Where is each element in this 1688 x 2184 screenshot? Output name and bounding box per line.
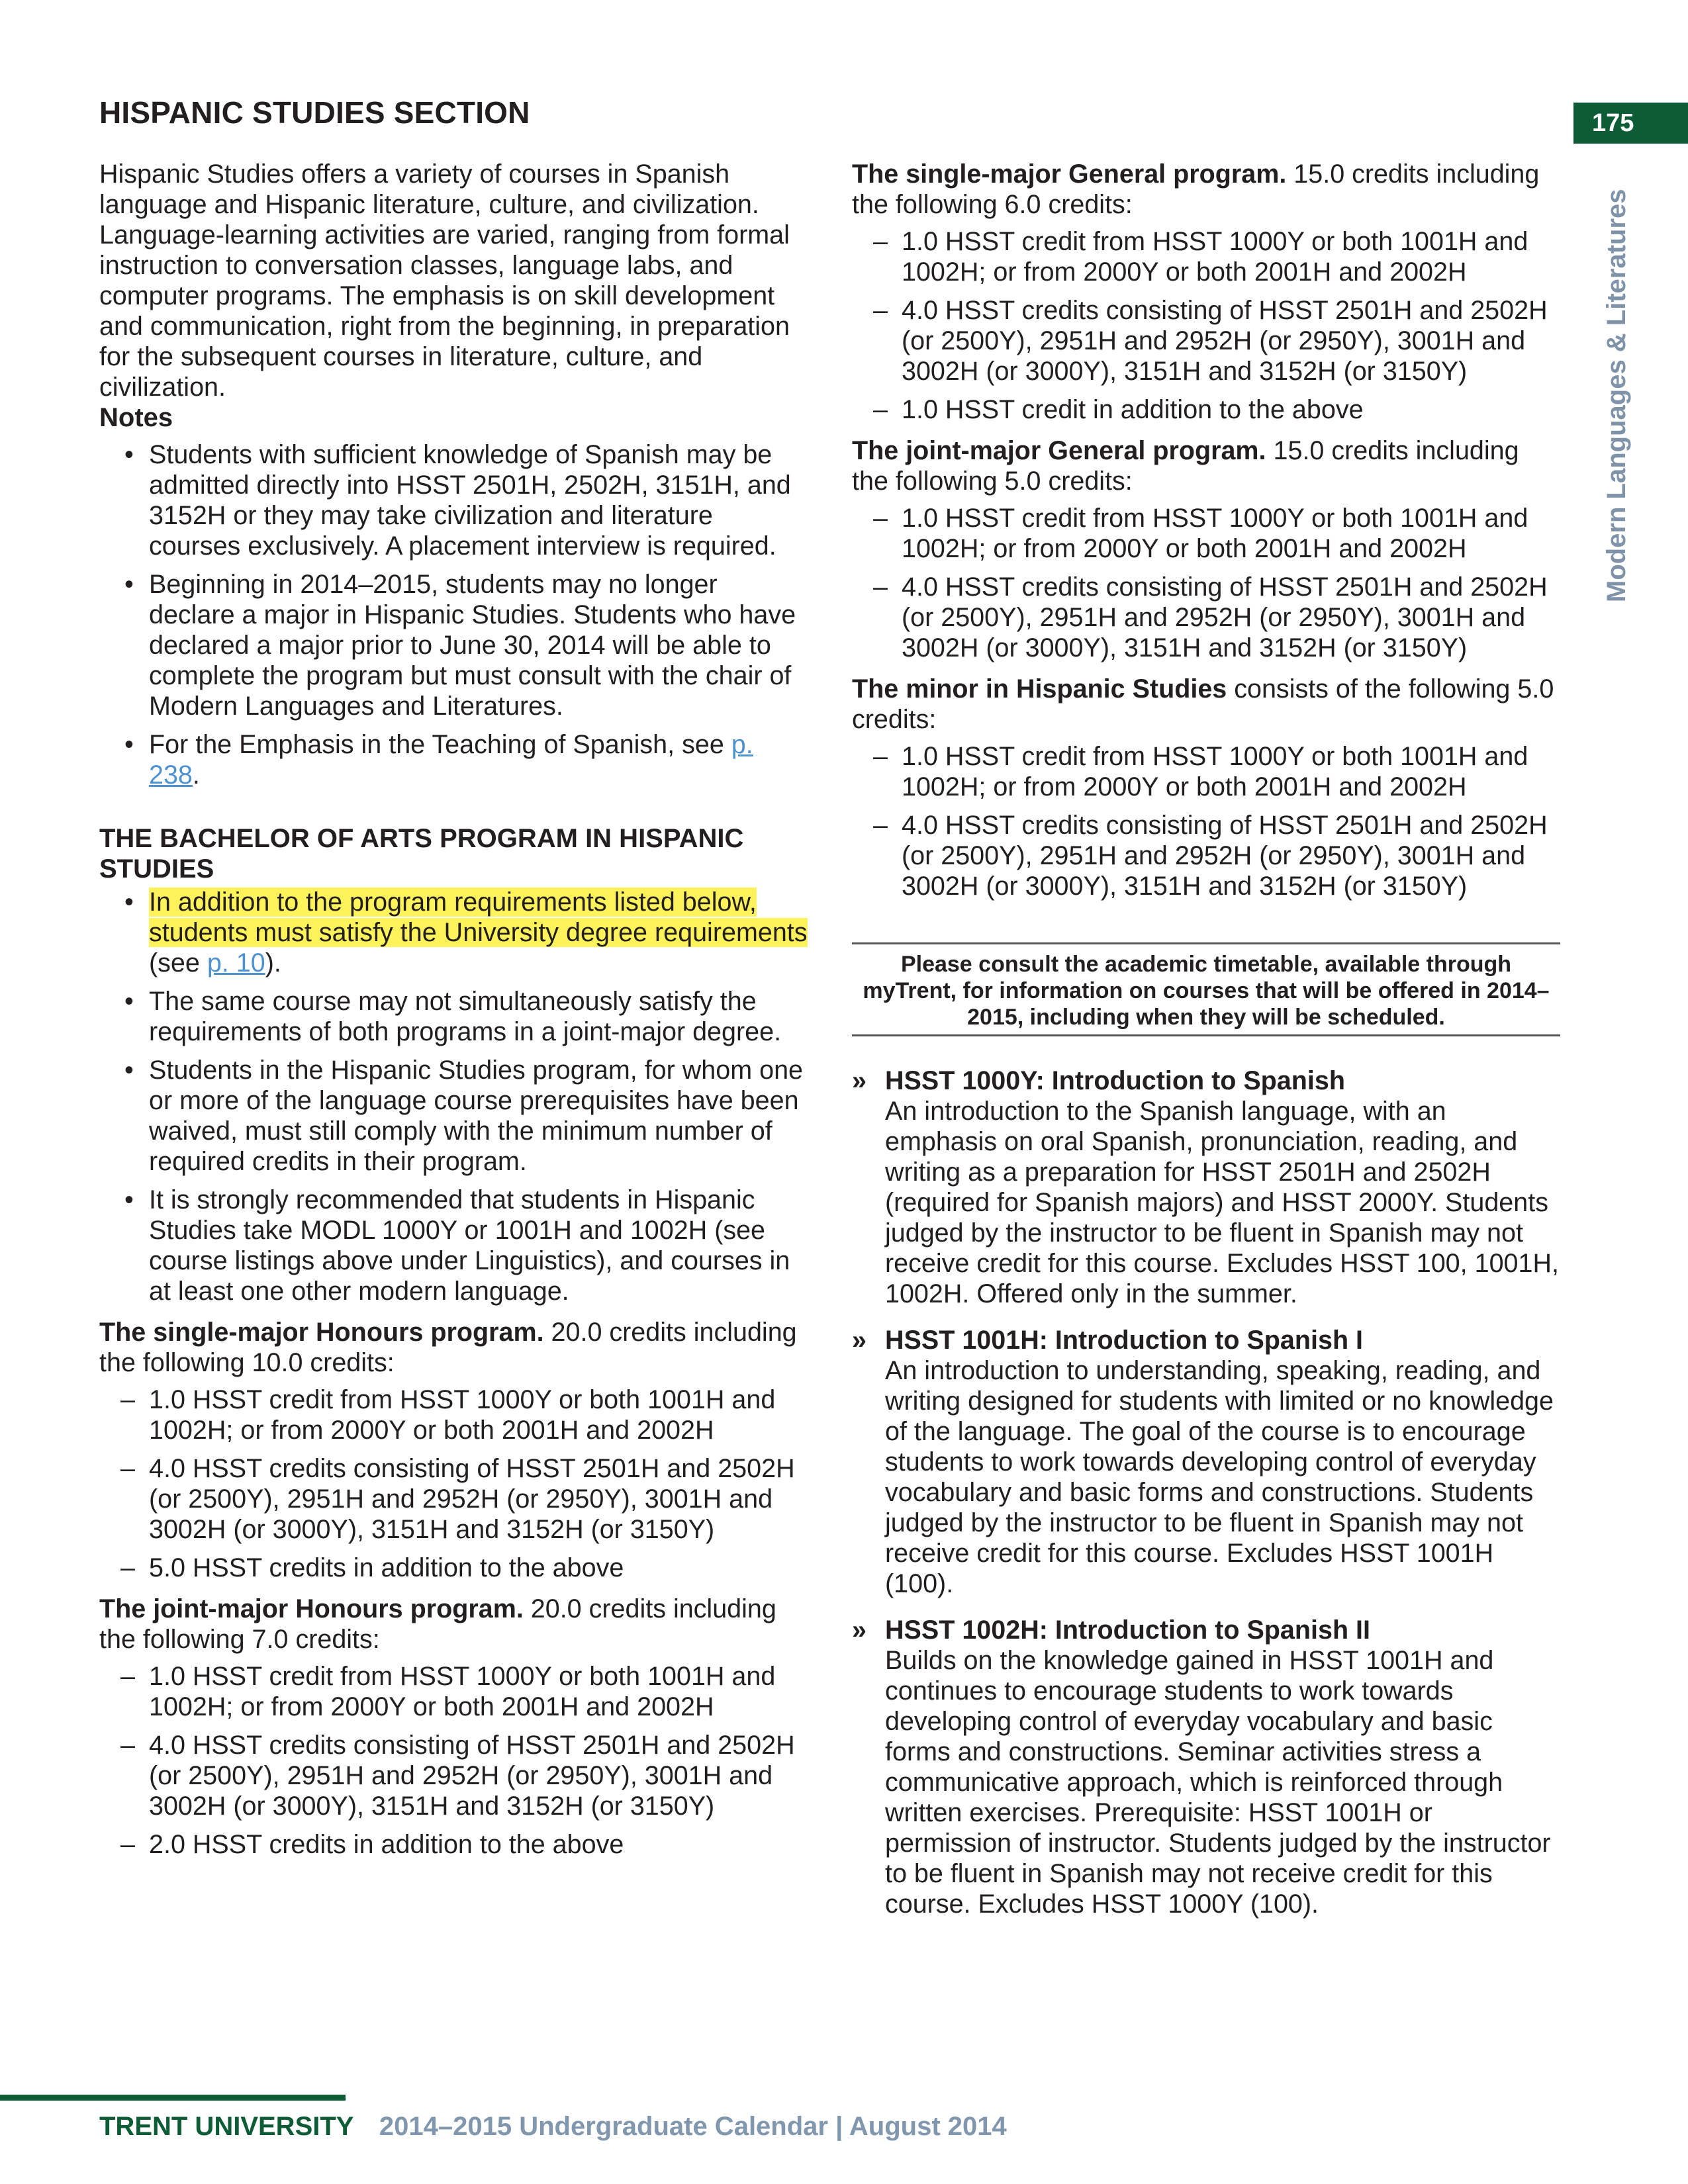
program-title: The single-major General program. [852, 159, 1287, 189]
footer-calendar: 2014–2015 Undergraduate Calendar | August 2014 [379, 2112, 1007, 2141]
list-item: – 4.0 HSST credits consisting of HSST 2501H and 2502H (or 2500Y), 2951H and 2952H (or 2950Y), 3001H and 3002H (or 3000Y), 3151H and 3152H (or 3150Y) [99, 1453, 808, 1545]
page-number: 175 [1573, 103, 1688, 144]
list-item [99, 887, 808, 978]
intro-paragraph: Hispanic Studies offers a variety of courses in Spanish language and Hispanic literature, culture, and civilization. Language-learning activities are varied, ranging from formal instruction to conversation classes, language labs, and computer programs. The emphasis is on skill development and communication, right from the beginning, in preparation for the subsequent courses in literature, culture, and civilization. [99, 159, 790, 402]
single-major-general-program [852, 159, 1560, 425]
program-desc: 15.0 credits including the following 5.0 credits: [852, 436, 1519, 496]
emphasis-text: For the Emphasis in the Teaching of Spanish, see [149, 730, 724, 759]
requirement-list [99, 1661, 808, 1860]
ba-program-heading: THE BACHELOR OF ARTS PROGRAM IN HISPANIC STUDIES [99, 824, 744, 884]
program-intro [852, 435, 1560, 496]
footer-university: TRENT UNIVERSITY [99, 2112, 353, 2141]
course-title: HSST 1002H: Introduction to Spanish II [885, 1615, 1371, 1645]
course-description: An introduction to understanding, speaking, reading, and writing designed for students with limited or no knowledge of the language. The goal of the course is to encourage students to work towards developing control of everyday vocabulary and basic forms and constructions. Students judged by the instructor to be fluent in Spanish may not receive credit for this course. Excludes HSST 1001H (100). [885, 1356, 1554, 1598]
program-intro [99, 1594, 808, 1655]
list-item: – 1.0 HSST credit from HSST 1000Y or both 1001H and 1002H; or from 2000Y or both 2001H and 2002H [852, 503, 1560, 564]
program-desc: 15.0 credits including the following 6.0 credits: [852, 159, 1540, 219]
chevron-right-icon: » [852, 1066, 867, 1095]
joint-major-general-program [852, 435, 1560, 663]
footer-rule [0, 2095, 346, 2101]
course-hsst-1000y [852, 1066, 1560, 1309]
notes-heading: Notes [99, 403, 173, 432]
course-hsst-1002h [852, 1615, 1560, 1919]
section-side-label: Modern Languages & Literatures [1602, 189, 1631, 602]
left-column [99, 159, 808, 1868]
program-title: The joint-major General program. [852, 436, 1266, 465]
list-item [99, 729, 808, 790]
program-intro [852, 159, 1560, 220]
notes-list [99, 439, 808, 790]
footer [99, 2110, 1007, 2143]
list-item: – 1.0 HSST credit from HSST 1000Y or both 1001H and 1002H; or from 2000Y or both 2001H and 2002H [99, 1385, 808, 1445]
program-title: The joint-major Honours program. [99, 1594, 524, 1623]
program-title: The minor in Hispanic Studies [852, 674, 1227, 704]
list-item: • The same course may not simultaneously satisfy the requirements of both programs in a joint-major degree. [99, 986, 808, 1047]
list-item: – 4.0 HSST credits consisting of HSST 2501H and 2502H (or 2500Y), 2951H and 2952H (or 2950Y), 3001H and 3002H (or 3000Y), 3151H and 3152H (or 3150Y) [852, 572, 1560, 663]
list-item: – 4.0 HSST credits consisting of HSST 2501H and 2502H (or 2500Y), 2951H and 2952H (or 2950Y), 3001H and 3002H (or 3000Y), 3151H and 3152H (or 3150Y) [852, 295, 1560, 387]
list-item: – 4.0 HSST credits consisting of HSST 2501H and 2502H (or 2500Y), 2951H and 2952H (or 2950Y), 3001H and 3002H (or 3000Y), 3151H and 3152H (or 3150Y) [99, 1730, 808, 1821]
chevron-right-icon: » [852, 1326, 867, 1355]
list-item: – 5.0 HSST credits in addition to the above [99, 1553, 808, 1583]
punctuation: . [192, 760, 200, 790]
program-desc: 20.0 credits including the following 10.0 credits: [99, 1318, 797, 1377]
program-intro [99, 1317, 808, 1378]
right-column [852, 159, 1560, 1919]
list-item: • It is strongly recommended that students in Hispanic Studies take MODL 1000Y or 1001H and 1002H (see course listings above under Linguistics), and courses in at least one other modern language. [99, 1185, 808, 1306]
program-intro [852, 674, 1560, 735]
list-item: – 1.0 HSST credit from HSST 1000Y or both 1001H and 1002H; or from 2000Y or both 2001H and 2002H [852, 226, 1560, 287]
requirement-list [852, 226, 1560, 425]
course-title: HSST 1001H: Introduction to Spanish I [885, 1326, 1364, 1355]
requirement-list [852, 503, 1560, 663]
page-238-link[interactable]: p. 238 [149, 730, 753, 790]
highlighted-requirement: In addition to the program requirements listed below, students must satisfy the University degree requirements [149, 887, 808, 947]
course-hsst-1001h [852, 1325, 1560, 1599]
course-description: An introduction to the Spanish language, with an emphasis on oral Spanish, pronunciation, reading, and writing as a preparation for HSST 2501H and 2502H (required for Spanish majors) and HSST 2000Y. Students judged by the instructor to be fluent in Spanish may not receive credit for this course. Excludes HSST 100, 1001H, 1002H. Offered only in the summer. [885, 1097, 1559, 1308]
list-item: – 2.0 HSST credits in addition to the above [99, 1829, 808, 1860]
section-title: HISPANIC STUDIES SECTION [99, 95, 530, 130]
ba-program-list [99, 887, 808, 1306]
timetable-notice: Please consult the academic timetable, available through myTrent, for information on courses that will be offered in 2014–2015, including when they will be scheduled. [852, 942, 1560, 1036]
chevron-right-icon: » [852, 1615, 867, 1645]
punctuation: ). [265, 948, 281, 978]
list-item: – 1.0 HSST credit from HSST 1000Y or both 1001H and 1002H; or from 2000Y or both 2001H and 2002H [99, 1661, 808, 1722]
program-desc: 20.0 credits including the following 7.0 credits: [99, 1594, 776, 1654]
program-desc: consists of the following 5.0 credits: [852, 674, 1554, 734]
list-item: – 1.0 HSST credit in addition to the above [852, 394, 1560, 425]
see-text: (see [149, 948, 207, 978]
single-major-honours-program [99, 1317, 808, 1583]
course-description: Builds on the knowledge gained in HSST 1001H and continues to encourage students to work towards developing control of everyday vocabulary and basic forms and constructions. Seminar activities stress a communicative approach, which is reinforced through written exercises. Prerequisite: HSST 1001H or permission of instructor. Students judged by the instructor to be fluent in Spanish may not receive credit for this course. Excludes HSST 1000Y (100). [885, 1646, 1551, 1919]
list-item: – 1.0 HSST credit from HSST 1000Y or both 1001H and 1002H; or from 2000Y or both 2001H and 2002H [852, 741, 1560, 802]
page-10-link[interactable]: p. 10 [207, 948, 265, 978]
joint-major-honours-program [99, 1594, 808, 1860]
program-title: The single-major Honours program. [99, 1318, 544, 1347]
list-item: • Students with sufficient knowledge of Spanish may be admitted directly into HSST 2501H, 2502H, 3151H, and 3152H or they may take civilization and literature courses exclusively. A placement interview is required. [99, 439, 808, 561]
requirement-list [99, 1385, 808, 1583]
list-item: • Students in the Hispanic Studies program, for whom one or more of the language course prerequisites have been waived, must still comply with the minimum number of required credits in their program. [99, 1055, 808, 1177]
course-title: HSST 1000Y: Introduction to Spanish [885, 1066, 1345, 1095]
hispanic-studies-minor [852, 674, 1560, 901]
requirement-list [852, 741, 1560, 901]
list-item: – 4.0 HSST credits consisting of HSST 2501H and 2502H (or 2500Y), 2951H and 2952H (or 2950Y), 3001H and 3002H (or 3000Y), 3151H and 3152H (or 3150Y) [852, 810, 1560, 901]
list-item: • Beginning in 2014–2015, students may no longer declare a major in Hispanic Studies. Students who have declared a major prior to June 30, 2014 will be able to complete the program but must consult with the chair of Modern Languages and Literatures. [99, 569, 808, 721]
